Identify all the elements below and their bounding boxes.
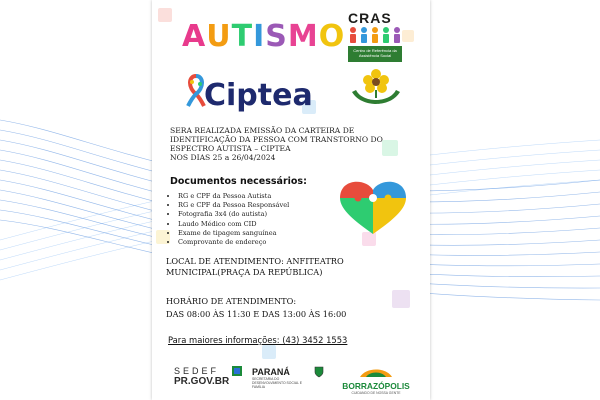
cras-title: CRAS (348, 10, 392, 26)
autismo-letter: M (287, 19, 319, 54)
cras-badge: Centro de Referência da Assistência Social (348, 46, 402, 62)
list-item: • RG e CPF da Pessoa Responsável (178, 201, 289, 210)
autismo-letter: A (182, 19, 207, 54)
intro-line: IDENTIFICAÇÃO DA PESSOA COM TRANSTORNO DO (170, 135, 383, 144)
horario-text: DAS 08:00 ÀS 11:30 E DAS 13:00 ÀS 16:00 (166, 309, 347, 319)
autism-ribbon-icon (186, 74, 206, 108)
intro-line: NOS DIAS 25 a 26/04/2024 (170, 153, 276, 162)
sedef-logo (174, 366, 229, 387)
borrazopolis-sun-icon (356, 365, 396, 377)
parana-sub: SECRETARIA DO DESENVOLVIMENTO SOCIAL E FAMÍLIA (252, 377, 303, 389)
intro-line: SERA REALIZADA EMISSÃO DA CARTEIRA DE (170, 126, 355, 135)
intro-line: ESPECTRO AUTISTA – CIPTEA (170, 144, 291, 153)
local-line: LOCAL DE ATENDIMENTO: ANFITEATRO (166, 256, 344, 266)
documents-list (166, 192, 289, 247)
sedef-bottom: PR.GOV.BR (174, 376, 230, 387)
autismo-letter: U (206, 19, 232, 54)
local-line: MUNICIPAL(PRAÇA DA REPÚBLICA) (166, 267, 323, 277)
parana-crest-icon (314, 366, 324, 378)
list-item: • Exame de tipagem sanguínea (178, 229, 289, 238)
autismo-letter: T (231, 19, 254, 54)
borrazopolis-logo (338, 362, 414, 395)
flower-hands-icon (348, 66, 404, 108)
borrazopolis-sub: CUIDANDO DE NOSSA GENTE (351, 391, 401, 395)
sedef-icon (232, 366, 242, 376)
autismo-letter: O (318, 19, 346, 54)
list-item: • Comprovante de endereço (178, 238, 289, 247)
ciptea-logo: Ciptea (204, 78, 313, 113)
local-info (166, 256, 396, 278)
parana-logo (252, 367, 312, 389)
list-item: • Laudo Médico com CID (178, 220, 289, 229)
contact-info: Para maiores informações: (43) 3452 1553 (168, 335, 348, 345)
poster (152, 0, 430, 400)
intro-text (170, 126, 420, 162)
autismo-letter: I (253, 19, 266, 54)
parana-name: PARANÁ (252, 367, 290, 377)
borrazopolis-name: BORRAZÓPOLIS (342, 381, 410, 391)
list-item: • RG e CPF da Pessoa Autista (178, 192, 289, 201)
documents-title: Documentos necessários: (170, 176, 307, 187)
cras-people-icon (348, 26, 402, 44)
list-item: • Fotografia 3x4 (do autista) (178, 210, 289, 219)
autismo-letter: S (265, 19, 288, 54)
horario-title: HORÁRIO DE ATENDIMENTO: (166, 296, 297, 306)
autismo-title (182, 20, 345, 54)
puzzle-heart-icon (336, 176, 410, 238)
sedef-top: SEDEF (174, 366, 220, 376)
